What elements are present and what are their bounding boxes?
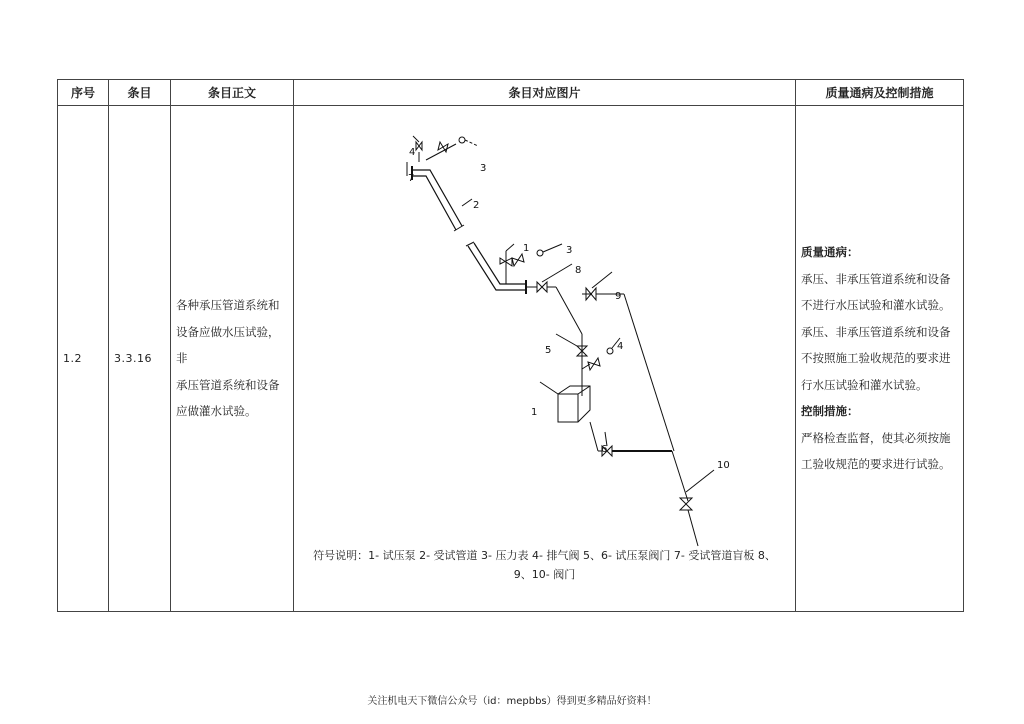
label-1: 1 <box>531 407 538 418</box>
clause-text-line: 应做灌水试验。 <box>176 404 257 419</box>
page-footer: 关注机电天下微信公众号（id：mepbbs）得到更多精品好资料！ <box>367 696 657 707</box>
label-4: 4 <box>617 341 624 352</box>
seq-cell: 1.2 <box>58 106 109 612</box>
clause-text-cell <box>171 106 294 612</box>
figure-cell <box>294 106 796 612</box>
label-7: 7 <box>408 173 415 184</box>
quality-line: 承压、非承压管道系统和设备不进行水压试验和灌水试验。 <box>801 271 951 313</box>
header-clause: 条目 <box>109 80 171 106</box>
label-2: 2 <box>473 200 480 211</box>
label-10: 10 <box>717 460 730 471</box>
label-4: 4 <box>409 147 416 158</box>
label-3: 3 <box>566 245 573 256</box>
figure-caption <box>294 546 795 584</box>
label-6: 6 <box>601 444 608 455</box>
clause-cell: 3.3.16 <box>109 106 171 612</box>
control-title: 控制措施： <box>801 404 859 419</box>
label-3: 3 <box>480 163 487 174</box>
label-8: 8 <box>575 265 582 276</box>
label-9: 9 <box>615 291 622 302</box>
diagram-labels <box>294 106 796 611</box>
quality-line: 承压、非承压管道系统和设备不按照施工验收规范的要求进行水压试验和灌水试验。 <box>801 324 951 392</box>
label-1: 1 <box>523 243 530 254</box>
caption-line: 符号说明：1- 试压泵 2- 受试管道 3- 压力表 4- 排气阀 5、6- 试压泵阀门 7- 受试管道盲板 8、 <box>313 549 776 562</box>
caption-line: 9、10- 阀门 <box>513 568 576 581</box>
header-quality: 质量通病及控制措施 <box>796 80 964 106</box>
header-figure: 条目对应图片 <box>294 80 796 106</box>
clause-text-line: 设备应做水压试验，非 <box>176 324 280 366</box>
clause-text-line: 各种承压管道系统和 <box>176 298 280 313</box>
header-clause-text: 条目正文 <box>171 80 294 106</box>
quality-title: 质量通病： <box>801 245 859 260</box>
clause-text-line: 承压管道系统和设备 <box>176 377 280 392</box>
header-seq: 序号 <box>58 80 109 106</box>
label-5: 5 <box>545 345 552 356</box>
table-row <box>58 106 964 612</box>
table-header-row <box>58 80 964 106</box>
quality-cell <box>796 106 964 612</box>
standard-table <box>57 79 964 612</box>
control-line: 严格检查监督，使其必须按施工验收规范的要求进行试验。 <box>801 430 951 472</box>
